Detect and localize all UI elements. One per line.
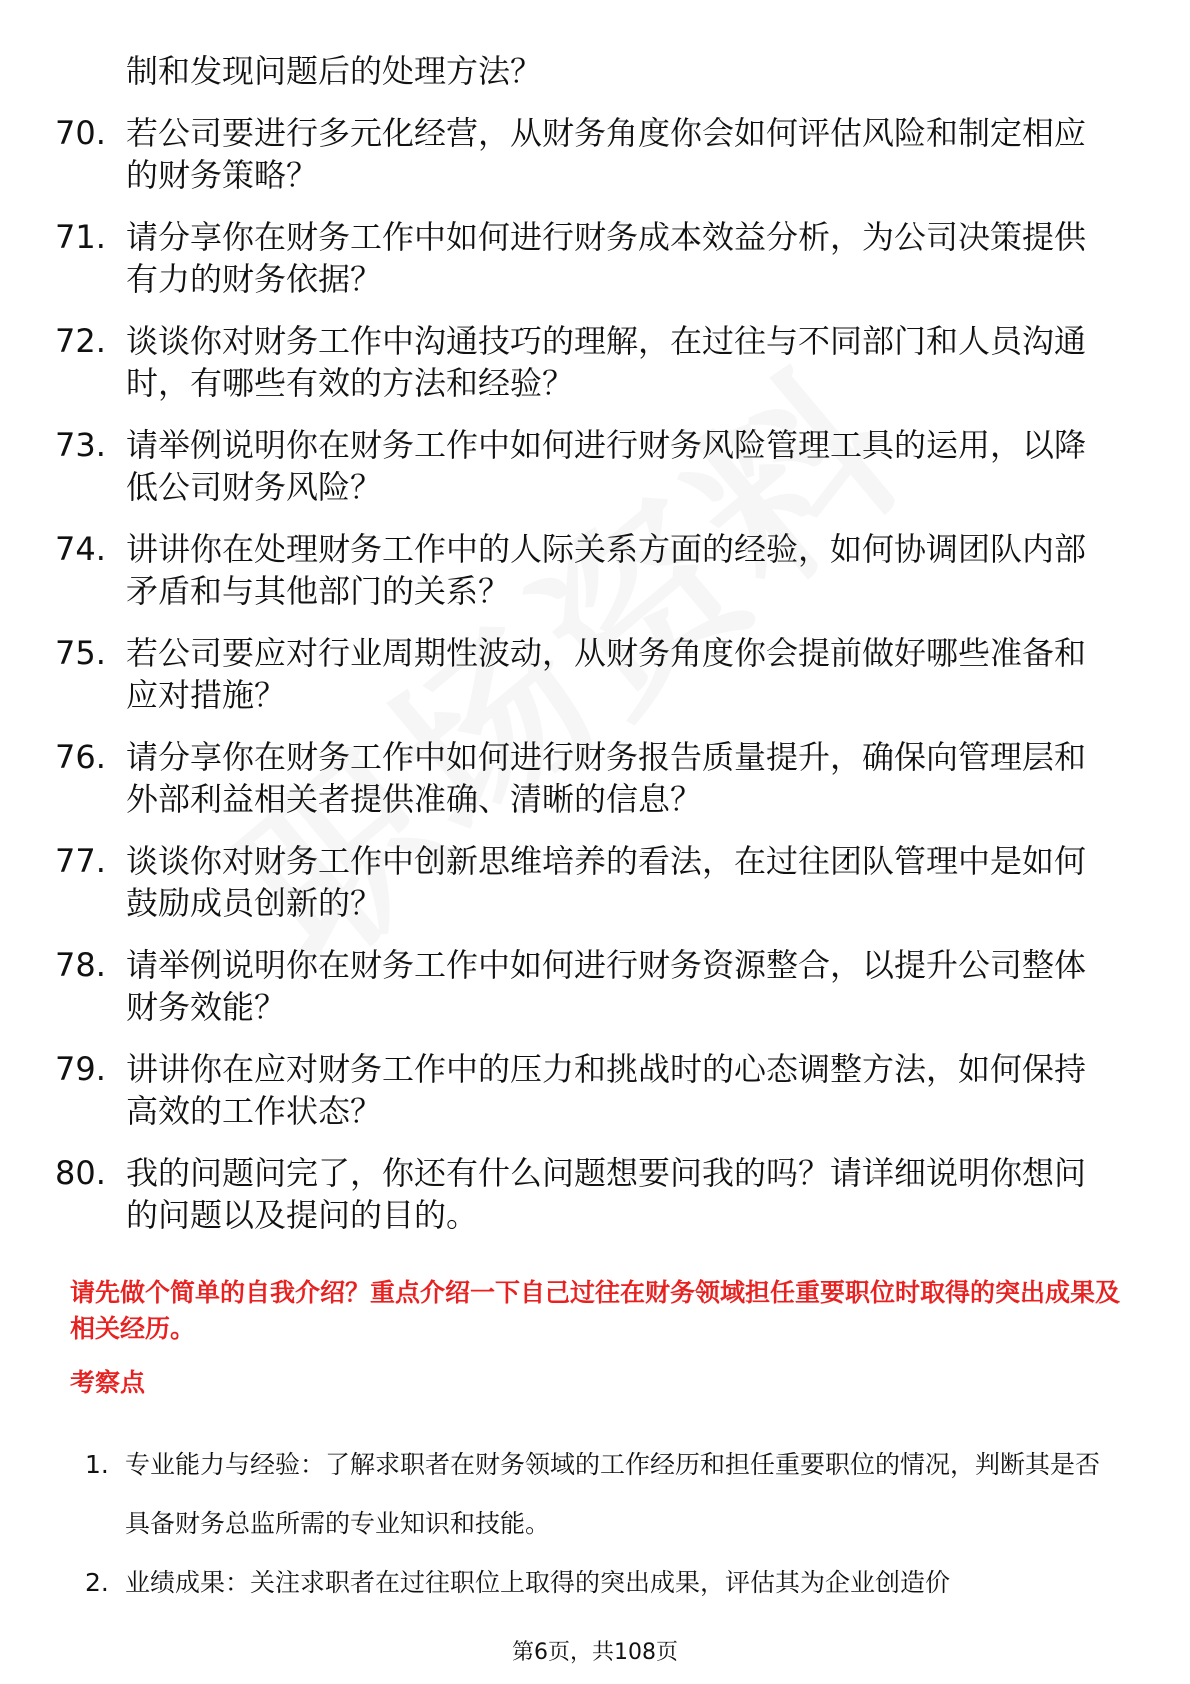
question-number: 75.: [55, 634, 106, 672]
question-number: 70.: [55, 114, 106, 152]
section-title: 考察点: [70, 1368, 146, 1397]
question-text: 讲讲你在应对财务工作中的压力和挑战时的心态调整方法，如何保持高效的工作状态？: [126, 1050, 1087, 1130]
point-text: 专业能力与经验：了解求职者在财务领域的工作经历和担任重要职位的情况，判断其是否具备财务总监所需的专业知识和技能。: [125, 1450, 1101, 1538]
question-item: [55, 840, 1115, 924]
question-item: [55, 1048, 1115, 1132]
question-text: 请分享你在财务工作中如何进行财务成本效益分析，为公司决策提供有力的财务依据？: [126, 218, 1087, 298]
question-number: 80.: [55, 1154, 106, 1192]
question-text: 若公司要应对行业周期性波动，从财务角度你会提前做好哪些准备和应对措施？: [126, 634, 1087, 714]
question-number: 79.: [55, 1050, 106, 1088]
question-text: 讲讲你在处理财务工作中的人际关系方面的经验，如何协调团队内部矛盾和与其他部门的关系？: [126, 530, 1087, 610]
question-text: 谈谈你对财务工作中创新思维培养的看法，在过往团队管理中是如何鼓励成员创新的？: [126, 842, 1087, 922]
question-item: [55, 424, 1115, 508]
page-footer: 第6页，共108页: [512, 1640, 678, 1665]
question-list: [55, 112, 1115, 1256]
question-text: 请举例说明你在财务工作中如何进行财务资源整合，以提升公司整体财务效能？: [126, 946, 1087, 1026]
question-text: 请分享你在财务工作中如何进行财务报告质量提升，确保向管理层和外部利益相关者提供准确、清晰的信息？: [126, 738, 1087, 818]
question-item: [55, 320, 1115, 404]
question-item: [55, 1152, 1115, 1236]
question-item: [55, 528, 1115, 612]
highlight-question: 请先做个简单的自我介绍？重点介绍一下自己过往在财务领域担任重要职位时取得的突出成果及相关经历。: [70, 1278, 1121, 1343]
question-number: 77.: [55, 842, 106, 880]
question-number: 78.: [55, 946, 106, 984]
question-number: 74.: [55, 530, 106, 568]
question-text: 谈谈你对财务工作中沟通技巧的理解，在过往与不同部门和人员沟通时，有哪些有效的方法和经验？: [126, 322, 1087, 402]
question-item: [55, 944, 1115, 1028]
question-text: 我的问题问完了，你还有什么问题想要问我的吗？请详细说明你想问的问题以及提问的目的。: [126, 1154, 1087, 1234]
question-item: [55, 632, 1115, 716]
assessment-point: [85, 1553, 1115, 1612]
assessment-point: [85, 1435, 1115, 1553]
point-number: 1.: [85, 1450, 109, 1479]
question-number: 76.: [55, 738, 106, 776]
question-item: [55, 736, 1115, 820]
question-item: [55, 112, 1115, 196]
question-text: 若公司要进行多元化经营，从财务角度你会如何评估风险和制定相应的财务策略？: [126, 114, 1087, 194]
question-item: [55, 216, 1115, 300]
point-text: 业绩成果：关注求职者在过往职位上取得的突出成果，评估其为企业创造价: [125, 1568, 951, 1597]
point-number: 2.: [85, 1568, 109, 1597]
assessment-points-list: [85, 1435, 1115, 1612]
question-text: 请举例说明你在财务工作中如何进行财务风险管理工具的运用，以降低公司财务风险？: [126, 426, 1087, 506]
question-number: 72.: [55, 322, 106, 360]
question-number: 71.: [55, 218, 106, 256]
continuation-text: 制和发现问题后的处理方法？: [126, 52, 543, 90]
question-number: 73.: [55, 426, 106, 464]
